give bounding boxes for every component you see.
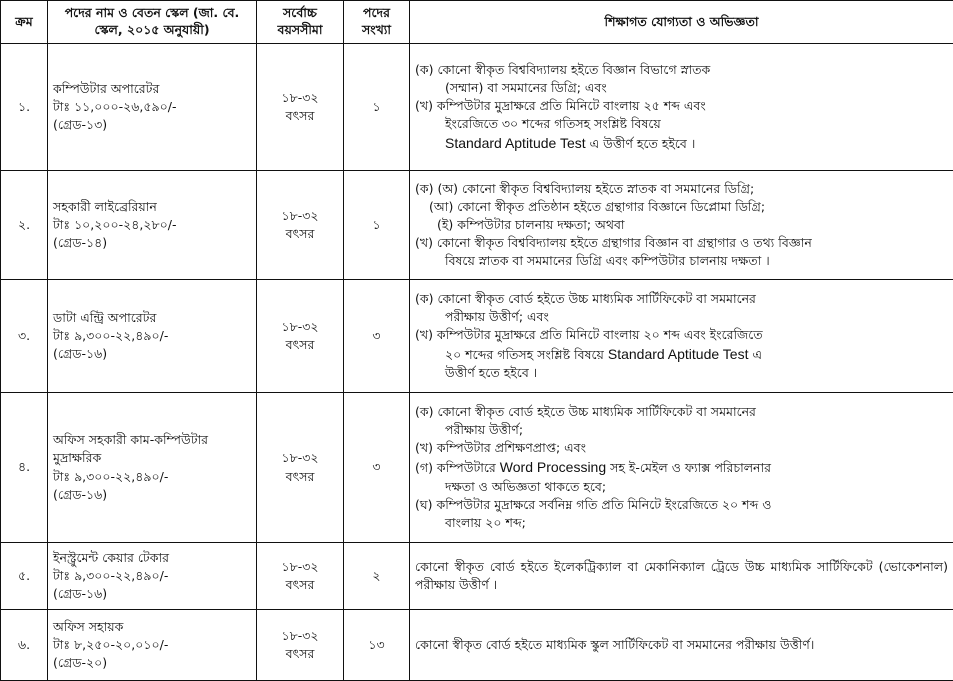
qualification-line: পরীক্ষায় উত্তীর্ণ; এবং bbox=[445, 308, 549, 324]
grade: (গ্রেড-১৬) bbox=[53, 586, 108, 602]
row-qualification-cell bbox=[410, 543, 953, 610]
pay-scale: টাঃ ১১,০০০-২৬,৫৯০/- bbox=[53, 98, 177, 114]
qualification-english-term: Standard Aptitude Test bbox=[445, 135, 586, 152]
header-post-scale bbox=[48, 1, 257, 44]
post-name: ইনস্ট্রুমেন্ট কেয়ার টেকার bbox=[53, 549, 169, 565]
post-name: অফিস সহকারী কাম-কম্পিউটার bbox=[53, 432, 209, 448]
row-age-cell bbox=[257, 610, 344, 681]
row-age-cell bbox=[257, 543, 344, 610]
qualification-text: সহ ই-মেইল ও ফ্যাক্স পরিচালনার bbox=[610, 460, 772, 476]
row-qualification-cell bbox=[410, 280, 953, 393]
post-name: সহকারী লাইব্রেরিয়ান bbox=[53, 198, 157, 214]
qualification-line: কোনো স্বীকৃত বোর্ড হইতে মাধ্যমিক স্কুল সার্টিফিকেট বা সমমানের পরীক্ষায় উত্তীর্ণ। bbox=[415, 636, 815, 652]
header-row bbox=[1, 1, 953, 44]
post-name: ডাটা এন্ট্রি অপারেটর bbox=[53, 309, 157, 325]
table-row bbox=[1, 171, 953, 280]
header-age-line1: সর্বোচ্চ bbox=[283, 5, 317, 21]
qualification-english-term: Word Processing bbox=[499, 459, 607, 476]
qualification-line: (খ) কম্পিউটার প্রশিক্ষণপ্রাপ্ত; এবং bbox=[415, 440, 587, 456]
row-qualification-cell bbox=[410, 610, 953, 681]
qualification-text: (গ) কম্পিউটারে bbox=[415, 460, 496, 476]
qualification-text: এ উত্তীর্ণ হতে হইবে । bbox=[589, 136, 696, 152]
qualification-line: (সম্মান) বা সমমানের ডিগ্রি; এবং bbox=[445, 79, 607, 95]
age-range: ১৮-৩২ bbox=[281, 89, 319, 105]
qualification-line: (ক) কোনো স্বীকৃত বোর্ড হইতে উচ্চ মাধ্যমিক সার্টিফিকেট বা সমমানের bbox=[415, 290, 756, 306]
row-age-cell bbox=[257, 280, 344, 393]
pay-scale: টাঃ ৯,৩০০-২২,৪৯০/- bbox=[53, 327, 169, 343]
grade: (গ্রেড-১৬) bbox=[53, 486, 108, 502]
row-post-cell bbox=[48, 171, 257, 280]
row-age-cell bbox=[257, 44, 344, 171]
qualification-line: ইংরেজিতে ৩০ শব্দের গতিসহ সংশ্লিষ্ট বিষয়ে bbox=[445, 115, 661, 131]
row-post-cell bbox=[48, 393, 257, 543]
row-count: ৩ bbox=[344, 393, 410, 543]
row-post-cell bbox=[48, 280, 257, 393]
age-unit: বৎসর bbox=[285, 577, 315, 592]
qualification-english-term: Standard Aptitude Test bbox=[607, 345, 749, 362]
row-qualification-cell bbox=[410, 393, 953, 543]
header-age bbox=[257, 1, 344, 44]
qualification-line: পরীক্ষায় উত্তীর্ণ; bbox=[445, 422, 524, 438]
qualification-text: ২০ শব্দের গতিসহ সংশ্লিষ্ট বিষয়ে bbox=[445, 346, 604, 362]
qualification-line: (ক) (অ) কোনো স্বীকৃত বিশ্ববিদ্যালয় হইতে স্নাতক বা সমমানের ডিগ্রি; bbox=[415, 180, 755, 196]
header-count-line2: সংখ্যা bbox=[361, 22, 392, 37]
qualification-line bbox=[415, 344, 948, 364]
qualification-line: বাংলায় ২০ শব্দ; bbox=[445, 514, 526, 530]
header-qualification-text: শিক্ষাগত যোগ্যতা ও অভিজ্ঞতা bbox=[604, 13, 759, 29]
qualification-line bbox=[415, 457, 948, 477]
table-row bbox=[1, 280, 953, 393]
row-count: ১৩ bbox=[344, 610, 410, 681]
header-post-scale-line1: পদের নাম ও বেতন স্কেল (জা. বে. bbox=[64, 5, 240, 21]
row-count: ৩ bbox=[344, 280, 410, 393]
qualification-line bbox=[415, 133, 948, 153]
qualification-line: (খ) কম্পিউটার মুদ্রাক্ষরে প্রতি মিনিটে বাংলায় ২৫ শব্দ এবং bbox=[415, 97, 706, 113]
table-row bbox=[1, 610, 953, 681]
pay-scale: টাঃ ৯,৩০০-২২,৪৯০/- bbox=[53, 468, 169, 484]
qualification-line: (ই) কম্পিউটার চালনায় দক্ষতা; অথবা bbox=[437, 216, 625, 232]
qualification-line: (খ) কম্পিউটার মুদ্রাক্ষরে প্রতি মিনিটে বাংলায় ২০ শব্দ এবং ইংরেজিতে bbox=[415, 326, 763, 342]
header-count-line1: পদের bbox=[363, 5, 390, 21]
grade: (গ্রেড-১৬) bbox=[53, 346, 108, 362]
post-name: কম্পিউটার অপারেটর bbox=[53, 80, 160, 96]
age-unit: বৎসর bbox=[285, 108, 315, 123]
table-row bbox=[1, 393, 953, 543]
grade: (গ্রেড-১৪) bbox=[53, 235, 108, 251]
qualification-text: এ bbox=[752, 346, 762, 362]
qualification-line: বিষয়ে স্নাতক বা সমমানের ডিগ্রি এবং কম্পিউটার চালনায় দক্ষতা । bbox=[445, 253, 770, 269]
row-qualification-cell bbox=[410, 171, 953, 280]
table-row bbox=[1, 44, 953, 171]
row-serial: ৬. bbox=[1, 610, 48, 681]
row-post-cell bbox=[48, 44, 257, 171]
post-name-cont: মুদ্রাক্ষরিক bbox=[53, 450, 102, 466]
age-unit: বৎসর bbox=[285, 646, 315, 661]
row-age-cell bbox=[257, 171, 344, 280]
qualification-line: (ক) কোনো স্বীকৃত বোর্ড হইতে উচ্চ মাধ্যমিক সার্টিফিকেট বা সমমানের bbox=[415, 403, 756, 419]
age-range: ১৮-৩২ bbox=[281, 318, 319, 334]
qualification-line: (ক) কোনো স্বীকৃত বিশ্ববিদ্যালয় হইতে বিজ্ঞান বিভাগে স্নাতক bbox=[415, 61, 711, 77]
header-age-line2: বয়সসীমা bbox=[277, 22, 323, 37]
row-serial: ১. bbox=[1, 44, 48, 171]
pay-scale: টাঃ ৯,৩০০-২২,৪৯০/- bbox=[53, 567, 169, 583]
row-serial: ৩. bbox=[1, 280, 48, 393]
row-age-cell bbox=[257, 393, 344, 543]
qualification-line: উত্তীর্ণ হতে হইবে । bbox=[445, 365, 538, 381]
row-serial: ৪. bbox=[1, 393, 48, 543]
pay-scale: টাঃ ১০,২০০-২৪,২৮০/- bbox=[53, 216, 177, 232]
header-post-scale-line2: স্কেল, ২০১৫ অনুযায়ী) bbox=[94, 22, 210, 37]
table-row bbox=[1, 543, 953, 610]
header-count bbox=[344, 1, 410, 44]
age-unit: বৎসর bbox=[285, 337, 315, 352]
header-serial-text: ক্রম bbox=[15, 13, 33, 29]
row-count: ১ bbox=[344, 44, 410, 171]
qualification-line: (খ) কোনো স্বীকৃত বিশ্ববিদ্যালয় হইতে গ্রন্থাগার বিজ্ঞান বা গ্রন্থাগার ও তথ্য বিজ্ঞান bbox=[415, 235, 812, 251]
header-serial bbox=[1, 1, 48, 44]
grade: (গ্রেড-১৩) bbox=[53, 117, 108, 133]
qualification-line: (আ) কোনো স্বীকৃত প্রতিষ্ঠান হইতে গ্রন্থাগার বিজ্ঞানে ডিপ্লোমা ডিগ্রি; bbox=[429, 198, 766, 214]
age-range: ১৮-৩২ bbox=[281, 558, 319, 574]
row-count: ১ bbox=[344, 171, 410, 280]
row-serial: ৫. bbox=[1, 543, 48, 610]
age-unit: বৎসর bbox=[285, 226, 315, 241]
row-count: ২ bbox=[344, 543, 410, 610]
qualification-line: (ঘ) কম্পিউটার মুদ্রাক্ষরে সর্বনিম্ন গতি প্রতি মিনিটে ইংরেজিতে ২০ শব্দ ও bbox=[415, 496, 772, 512]
qualification-line: দক্ষতা ও অভিজ্ঞতা থাকতে হবে; bbox=[445, 478, 607, 494]
age-range: ১৮-৩২ bbox=[281, 207, 319, 223]
post-name: অফিস সহায়ক bbox=[53, 618, 124, 634]
pay-scale: টাঃ ৮,২৫০-২০,০১০/- bbox=[53, 636, 169, 652]
row-post-cell bbox=[48, 543, 257, 610]
qualification-line: কোনো স্বীকৃত বোর্ড হইতে ইলেকট্রিক্যাল বা মেকানিক্যাল ট্রেডে উচ্চ মাধ্যমিক সার্টিফিকেট (ভোকেশনাল) পরীক্ষায় উত্তীর্ণ । bbox=[415, 558, 948, 592]
grade: (গ্রেড-২০) bbox=[53, 655, 108, 671]
age-unit: বৎসর bbox=[285, 468, 315, 484]
age-range: ১৮-৩২ bbox=[281, 450, 319, 466]
row-serial: ২. bbox=[1, 171, 48, 280]
row-qualification-cell bbox=[410, 44, 953, 171]
row-post-cell bbox=[48, 610, 257, 681]
age-range: ১৮-৩২ bbox=[281, 627, 319, 643]
header-qualification bbox=[410, 1, 953, 44]
